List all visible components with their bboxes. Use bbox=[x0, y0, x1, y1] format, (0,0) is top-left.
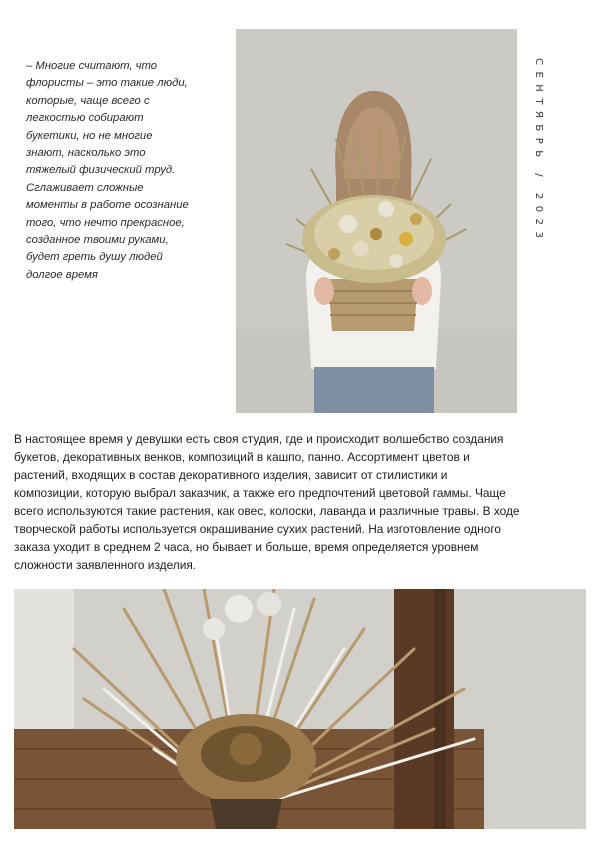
article-paragraph bbox=[14, 430, 586, 574]
paragraph-line: растений, входящих в состав декоративного изделия, зависит от стилистики и bbox=[14, 468, 448, 482]
quote-line: знают, насколько это bbox=[26, 147, 146, 160]
paragraph-line: В настоящее время у девушки есть своя студия, где и происходит волшебство создания bbox=[14, 432, 504, 446]
quote-line: тяжелый физический труд. bbox=[26, 164, 176, 177]
issue-date: СЕНТЯБРЬ / 2023 bbox=[533, 58, 544, 245]
quote-line: Сглаживает сложные bbox=[26, 181, 144, 194]
paragraph-line: сложности заявленного изделия. bbox=[14, 558, 197, 572]
quote-line: моменты в работе осознание bbox=[26, 199, 189, 212]
florist-photo-illustration bbox=[236, 29, 517, 413]
quote-line: того, что нечто прекрасное, bbox=[26, 216, 185, 229]
paragraph-line: букетов, декоративных венков, композиций в кашпо, панно. Ассортимент цветов и bbox=[14, 450, 470, 464]
dried-bouquet-illustration bbox=[14, 589, 586, 829]
quote-line: будет греть душу людей bbox=[26, 251, 163, 264]
quote-text bbox=[26, 58, 211, 284]
paragraph-line: композиции, которую выбрал заказчик, а также его предпочтений цветовой гаммы. Чаще bbox=[14, 486, 506, 500]
quote-line: букетики, но не многие bbox=[26, 129, 153, 142]
florist-photo bbox=[236, 29, 517, 413]
paragraph-line: творческой работы используется окрашивание сухих растений. На изготовление одного bbox=[14, 522, 502, 536]
quote-line: – Многие считают, что bbox=[26, 60, 158, 72]
quote-line: флористы – это такие люди, bbox=[26, 77, 188, 90]
quote-line: легкостью собирают bbox=[26, 112, 144, 125]
quote-line: долгое время bbox=[26, 268, 98, 281]
quote-line: которые, чаще всего с bbox=[26, 94, 150, 107]
quote-line: созданное твоими руками, bbox=[26, 234, 169, 247]
dried-bouquet-photo bbox=[14, 589, 586, 829]
paragraph-line: заказа уходит в среднем 2 часа, но бывает и больше, время определяется уровнем bbox=[14, 540, 479, 554]
paragraph-line: всего используются такие растения, как овес, колоски, лаванда и различные травы. В ходе bbox=[14, 504, 520, 518]
